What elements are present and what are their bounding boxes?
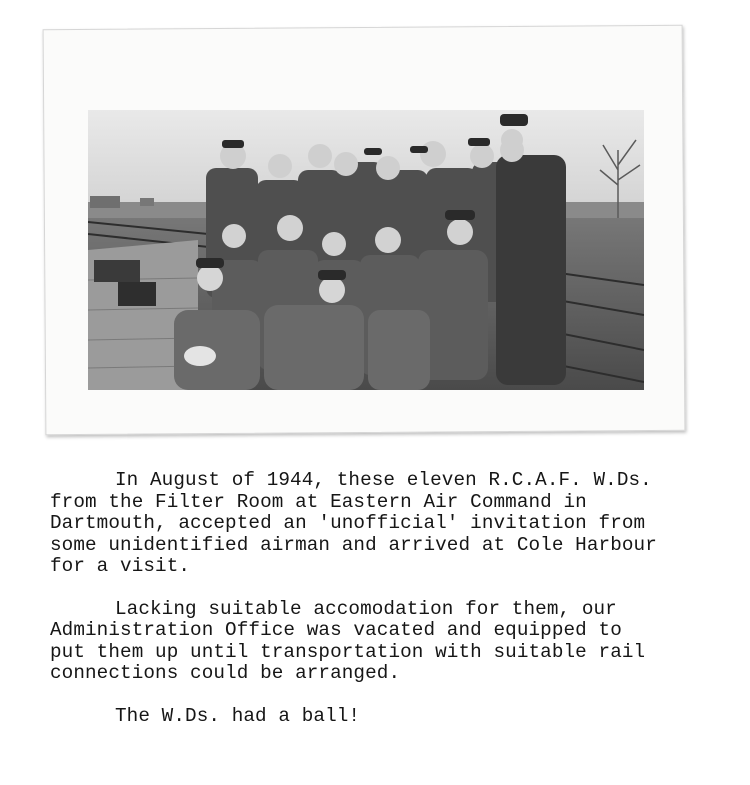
photo-illustration bbox=[88, 110, 644, 390]
caption-line: for a visit. bbox=[50, 555, 191, 577]
caption-line: Administration Office was vacated and equipped to bbox=[50, 619, 622, 641]
caption-line: In August of 1944, these eleven R.C.A.F. W.Ds. bbox=[115, 469, 652, 491]
caption-paragraph-1 bbox=[50, 470, 740, 578]
caption-line: from the Filter Room at Eastern Air Command in bbox=[50, 490, 587, 513]
caption-line: Dartmouth, accepted an 'unofficial' invitation from bbox=[50, 512, 646, 534]
caption-line: some unidentified airman and arrived at Cole Harbour bbox=[50, 533, 657, 556]
distant-building bbox=[90, 196, 120, 208]
caption-line: put them up until transportation with suitable rail bbox=[50, 640, 646, 663]
caption-line: connections could be arranged. bbox=[50, 662, 401, 684]
caption-text bbox=[50, 470, 740, 748]
luggage bbox=[118, 282, 156, 306]
caption-paragraph-2 bbox=[50, 599, 740, 685]
luggage bbox=[94, 260, 140, 282]
distant-building bbox=[140, 198, 154, 206]
caption-line: Lacking suitable accomodation for them, our bbox=[115, 597, 617, 620]
caption-line: The W.Ds. had a ball! bbox=[115, 704, 361, 727]
caption-paragraph-3 bbox=[50, 706, 740, 728]
group-photograph bbox=[88, 110, 644, 390]
